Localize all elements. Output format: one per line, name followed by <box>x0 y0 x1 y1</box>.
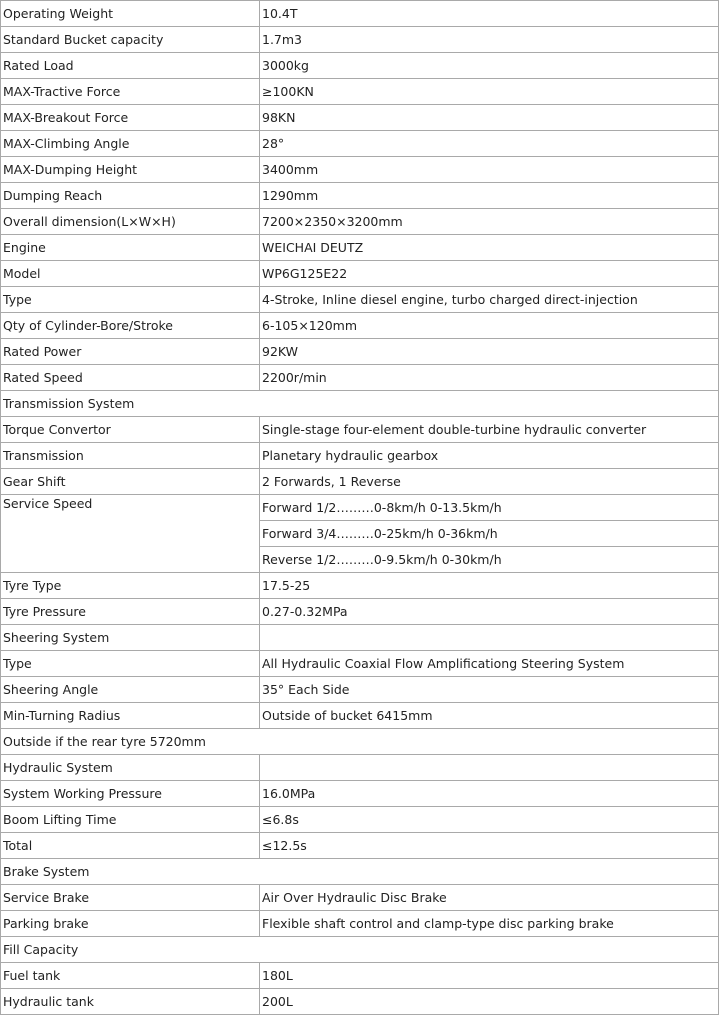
spec-label: Gear Shift <box>1 469 260 495</box>
spec-value: 16.0MPa <box>260 781 719 807</box>
spec-value: Flexible shaft control and clamp-type disc parking brake <box>260 911 719 937</box>
table-row <box>1 651 719 677</box>
table-row <box>1 911 719 937</box>
spec-value: WEICHAI DEUTZ <box>260 235 719 261</box>
spec-value: 3000kg <box>260 53 719 79</box>
table-row <box>1 755 719 781</box>
spec-value: 4-Stroke, Inline diesel engine, turbo charged direct-injection <box>260 287 719 313</box>
spec-label: Fuel tank <box>1 963 260 989</box>
table-row <box>1 287 719 313</box>
spec-value: 2200r/min <box>260 365 719 391</box>
spec-label: Operating Weight <box>1 1 260 27</box>
spec-label: Tyre Type <box>1 573 260 599</box>
table-row <box>1 573 719 599</box>
table-row <box>1 79 719 105</box>
spec-label: MAX-Tractive Force <box>1 79 260 105</box>
spec-label: Dumping Reach <box>1 183 260 209</box>
spec-label: Tyre Pressure <box>1 599 260 625</box>
spec-label: MAX-Climbing Angle <box>1 131 260 157</box>
spec-value: 1290mm <box>260 183 719 209</box>
table-row <box>1 677 719 703</box>
spec-value: 0.27-0.32MPa <box>260 599 719 625</box>
table-row <box>1 131 719 157</box>
spec-value: 6-105×120mm <box>260 313 719 339</box>
table-row <box>1 625 719 651</box>
spec-label: Sheering System <box>1 625 260 651</box>
spec-value: 35° Each Side <box>260 677 719 703</box>
spec-label: Type <box>1 287 260 313</box>
table-row <box>1 105 719 131</box>
table-row <box>1 443 719 469</box>
section-heading: Transmission System <box>1 391 719 417</box>
spec-value: ≤6.8s <box>260 807 719 833</box>
table-row <box>1 391 719 417</box>
table-row <box>1 235 719 261</box>
table-row <box>1 157 719 183</box>
table-row <box>1 209 719 235</box>
spec-label: Qty of Cylinder-Bore/Stroke <box>1 313 260 339</box>
table-row <box>1 1 719 27</box>
table-row <box>1 781 719 807</box>
spec-value <box>260 625 719 651</box>
spec-value <box>260 755 719 781</box>
table-row <box>1 859 719 885</box>
section-heading: Fill Capacity <box>1 937 719 963</box>
spec-label: Service Brake <box>1 885 260 911</box>
spec-value: 200L <box>260 989 719 1015</box>
table-row <box>1 833 719 859</box>
spec-value: ≥100KN <box>260 79 719 105</box>
spec-value: 2 Forwards, 1 Reverse <box>260 469 719 495</box>
spec-label: Min-Turning Radius <box>1 703 260 729</box>
spec-value: 180L <box>260 963 719 989</box>
spec-value: Single-stage four-element double-turbine hydraulic converter <box>260 417 719 443</box>
table-row <box>1 885 719 911</box>
spec-value: ≤12.5s <box>260 833 719 859</box>
spec-label: Torque Convertor <box>1 417 260 443</box>
spec-label: Sheering Angle <box>1 677 260 703</box>
spec-value: 17.5-25 <box>260 573 719 599</box>
spec-label: Transmission <box>1 443 260 469</box>
spec-table-body <box>1 1 719 1015</box>
spec-label: Model <box>1 261 260 287</box>
table-row <box>1 807 719 833</box>
table-row <box>1 313 719 339</box>
spec-value: 7200×2350×3200mm <box>260 209 719 235</box>
spec-label: Hydraulic System <box>1 755 260 781</box>
table-row <box>1 937 719 963</box>
table-row <box>1 469 719 495</box>
table-row <box>1 989 719 1015</box>
table-row <box>1 729 719 755</box>
spec-label: Engine <box>1 235 260 261</box>
spec-value: 3400mm <box>260 157 719 183</box>
spec-label: Overall dimension(L×W×H) <box>1 209 260 235</box>
table-row <box>1 53 719 79</box>
spec-label: MAX-Breakout Force <box>1 105 260 131</box>
spec-value: 98KN <box>260 105 719 131</box>
spec-value: 1.7m3 <box>260 27 719 53</box>
table-row <box>1 599 719 625</box>
table-row <box>1 963 719 989</box>
spec-label: MAX-Dumping Height <box>1 157 260 183</box>
spec-value: Outside of bucket 6415mm <box>260 703 719 729</box>
spec-value: Reverse 1/2………0-9.5km/h 0-30km/h <box>260 547 719 573</box>
spec-value: Planetary hydraulic gearbox <box>260 443 719 469</box>
spec-label: Rated Load <box>1 53 260 79</box>
spec-label: Boom Lifting Time <box>1 807 260 833</box>
spec-label: Total <box>1 833 260 859</box>
table-row <box>1 417 719 443</box>
spec-label: Standard Bucket capacity <box>1 27 260 53</box>
spec-value: 28° <box>260 131 719 157</box>
spec-value: 92KW <box>260 339 719 365</box>
spec-label: Hydraulic tank <box>1 989 260 1015</box>
table-row <box>1 495 719 521</box>
spec-label: System Working Pressure <box>1 781 260 807</box>
spec-value: Air Over Hydraulic Disc Brake <box>260 885 719 911</box>
table-row <box>1 261 719 287</box>
spec-value: All Hydraulic Coaxial Flow Amplificationg Steering System <box>260 651 719 677</box>
spec-label: Rated Speed <box>1 365 260 391</box>
spec-value: Forward 3/4………0-25km/h 0-36km/h <box>260 521 719 547</box>
spec-label: Parking brake <box>1 911 260 937</box>
table-row <box>1 183 719 209</box>
spec-value: WP6G125E22 <box>260 261 719 287</box>
spec-label: Type <box>1 651 260 677</box>
table-row <box>1 365 719 391</box>
section-heading: Brake System <box>1 859 719 885</box>
table-row <box>1 339 719 365</box>
spec-value: Forward 1/2………0-8km/h 0-13.5km/h <box>260 495 719 521</box>
spec-label: Service Speed <box>1 495 260 573</box>
spec-label: Rated Power <box>1 339 260 365</box>
table-row <box>1 27 719 53</box>
section-heading: Outside if the rear tyre 5720mm <box>1 729 719 755</box>
spec-value: 10.4T <box>260 1 719 27</box>
table-row <box>1 703 719 729</box>
